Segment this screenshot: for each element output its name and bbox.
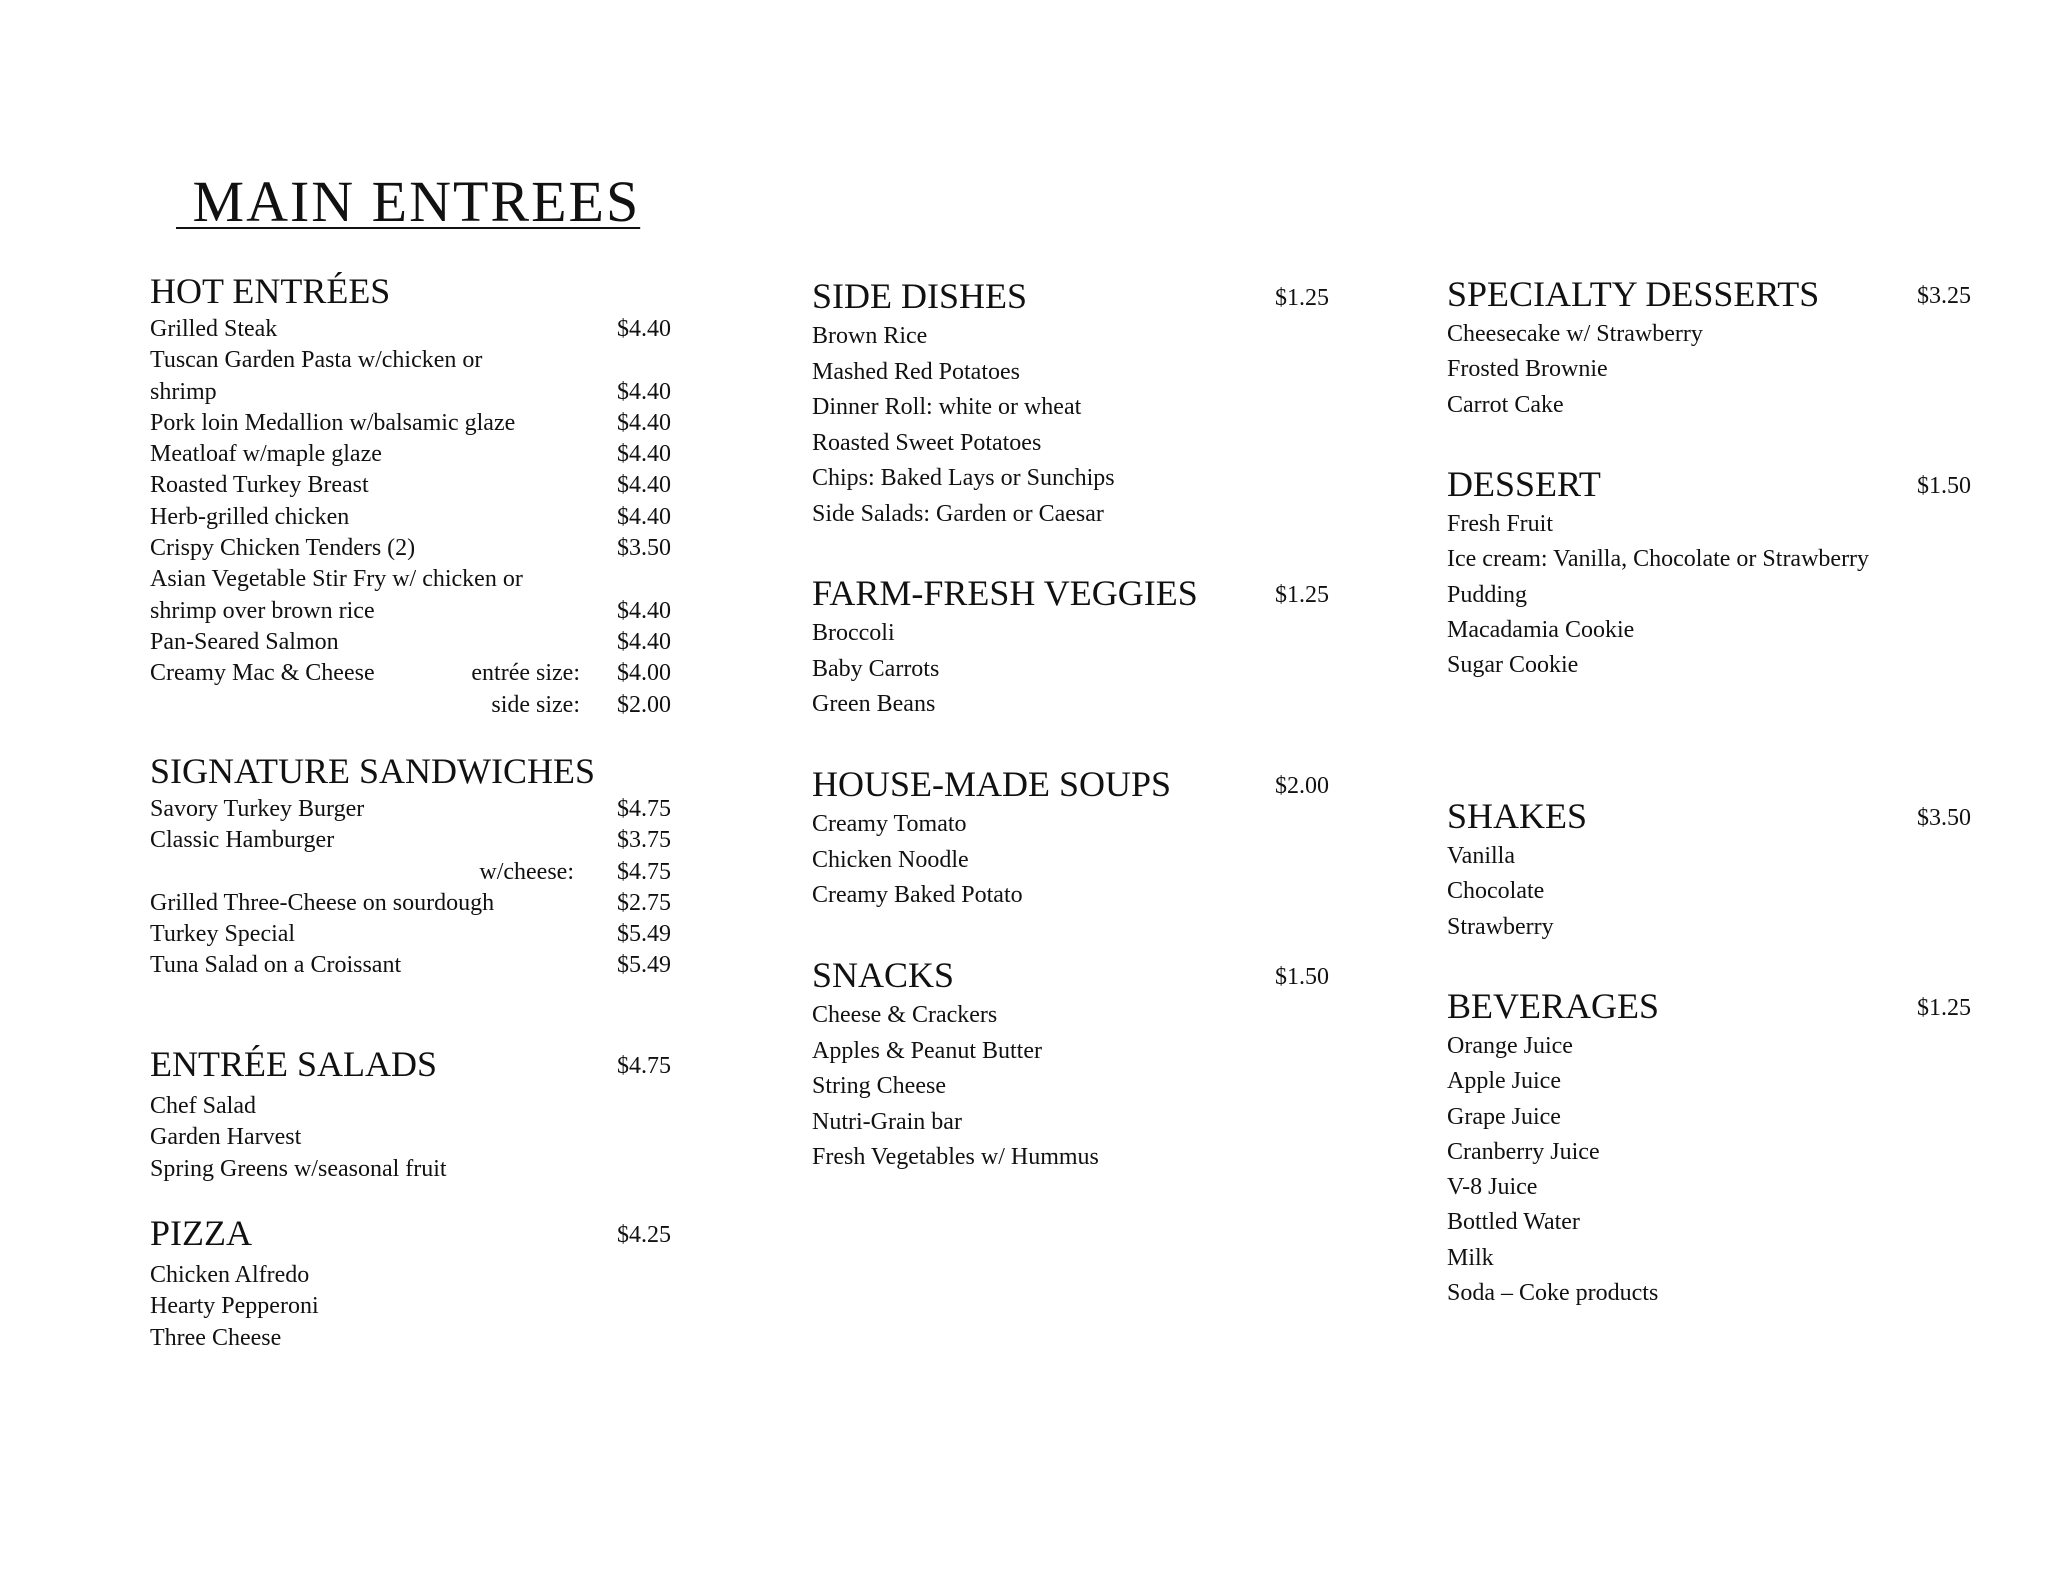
section-header xyxy=(1447,795,1987,843)
section-price: $1.50 xyxy=(1917,473,1971,499)
menu-item-row xyxy=(150,952,690,983)
menu-item: Ice cream: Vanilla, Chocolate or Strawberry xyxy=(1447,546,1870,573)
section-header xyxy=(150,750,690,796)
menu-item: Strawberry xyxy=(1447,913,1554,940)
item-name: Crispy Chicken Tenders (2) xyxy=(150,535,416,562)
item-name: Pan-Seared Salmon xyxy=(150,628,339,655)
section-title: BEVERAGES xyxy=(1447,986,1660,1026)
item-name: Roasted Turkey Breast xyxy=(150,472,369,499)
menu-item-list xyxy=(1447,1033,1987,1315)
item-size-note: entrée size: xyxy=(471,660,580,687)
menu-item: Grape Juice xyxy=(1447,1103,1561,1130)
section-price: $4.25 xyxy=(617,1222,671,1248)
item-price: $4.40 xyxy=(617,316,671,342)
item-name: Herb-grilled chicken xyxy=(150,503,350,530)
item-name: Asian Vegetable Stir Fry w/ chicken or xyxy=(150,566,523,593)
menu-item: Chicken Alfredo xyxy=(150,1262,310,1288)
item-price: $3.75 xyxy=(617,827,671,854)
section-title: FARM-FRESH VEGGIES xyxy=(812,573,1198,613)
item-price: $5.49 xyxy=(617,952,671,979)
section-header xyxy=(1447,273,1987,321)
menu-item-list xyxy=(150,1093,690,1187)
item-name: Creamy Mac & Cheese xyxy=(150,660,375,687)
menu-item: Hearty Pepperoni xyxy=(150,1293,319,1320)
hot-entrees-section xyxy=(150,270,690,723)
menu-item-list xyxy=(1447,511,1987,687)
menu-item: Apples & Peanut Butter xyxy=(812,1037,1042,1064)
menu-item: Chips: Baked Lays or Sunchips xyxy=(812,465,1115,491)
menu-item: Cranberry Juice xyxy=(1447,1138,1600,1165)
pizza-section xyxy=(150,1212,690,1356)
section-header xyxy=(812,954,1342,1002)
section-price: $1.25 xyxy=(1275,285,1329,311)
menu-item: V-8 Juice xyxy=(1447,1174,1538,1201)
menu-item-list xyxy=(812,620,1342,727)
item-price: $4.40 xyxy=(617,472,671,499)
menu-item: Three Cheese xyxy=(150,1324,282,1351)
menu-item: Sugar Cookie xyxy=(1447,652,1579,679)
menu-item: Side Salads: Garden or Caesar xyxy=(812,500,1104,527)
section-price: $4.75 xyxy=(617,1053,671,1079)
menu-item: Nutri-Grain bar xyxy=(812,1108,962,1135)
page-title: MAIN ENTREES xyxy=(176,169,641,234)
menu-item-row xyxy=(150,535,690,566)
farm-fresh-veggies-section xyxy=(812,572,1342,727)
menu-item-row xyxy=(150,410,690,441)
menu-item: Bottled Water xyxy=(1447,1209,1580,1236)
section-title: ENTRÉE SALADS xyxy=(150,1044,437,1084)
menu-item: Dinner Roll: white or wheat xyxy=(812,394,1082,420)
item-name: Pork loin Medallion w/balsamic glaze xyxy=(150,409,516,436)
menu-item: Cheesecake w/ Strawberry xyxy=(1447,321,1703,347)
side-dishes-section xyxy=(812,275,1342,536)
item-name: Meatloaf w/maple glaze xyxy=(150,441,382,468)
menu-item: Frosted Brownie xyxy=(1447,356,1608,383)
section-title: DESSERT xyxy=(1447,464,1601,504)
menu-item-row xyxy=(150,316,690,347)
specialty-desserts-section xyxy=(1447,273,1987,427)
menu-item: Fresh Vegetables w/ Hummus xyxy=(812,1144,1099,1170)
section-title: SHAKES xyxy=(1447,796,1588,836)
menu-item: Fresh Fruit xyxy=(1447,511,1554,537)
dessert-section xyxy=(1447,463,1987,687)
menu-item: Brown Rice xyxy=(812,323,928,349)
section-header xyxy=(150,270,690,316)
item-price: $2.00 xyxy=(617,691,671,718)
menu-item-row xyxy=(150,598,690,629)
menu-item-list xyxy=(1447,843,1987,949)
item-name: Tuna Salad on a Croissant xyxy=(150,952,402,979)
menu-item: Green Beans xyxy=(812,691,936,717)
menu-item-row xyxy=(150,660,690,691)
section-header xyxy=(1447,985,1987,1033)
menu-item-row xyxy=(150,441,690,472)
menu-item: String Cheese xyxy=(812,1073,946,1099)
item-price: $2.75 xyxy=(617,889,671,916)
section-price: $1.50 xyxy=(1275,964,1329,990)
menu-item: Macadamia Cookie xyxy=(1447,616,1635,643)
menu-item-row xyxy=(150,827,690,858)
section-title: HOT ENTRÉES xyxy=(150,271,391,311)
menu-item: Creamy Tomato xyxy=(812,811,967,837)
signature-sandwiches-section xyxy=(150,750,690,984)
item-price: $4.40 xyxy=(617,441,671,468)
item-name: shrimp over brown rice xyxy=(150,597,375,624)
menu-item: Vanilla xyxy=(1447,843,1515,869)
item-size-note: w/cheese: xyxy=(479,858,574,885)
menu-item-row xyxy=(150,890,690,921)
menu-item-row xyxy=(150,921,690,952)
section-header xyxy=(812,572,1342,620)
section-price: $3.50 xyxy=(1917,805,1971,831)
section-title: SNACKS xyxy=(812,955,955,995)
menu-item: Baby Carrots xyxy=(812,655,940,682)
menu-item-row xyxy=(150,504,690,535)
menu-item: Pudding xyxy=(1447,581,1528,608)
menu-item-row xyxy=(150,472,690,503)
section-header xyxy=(150,1043,690,1093)
menu-item-row xyxy=(150,629,690,660)
menu-item: Chicken Noodle xyxy=(812,846,969,873)
item-size-note: side size: xyxy=(491,691,580,718)
item-price: $4.40 xyxy=(617,409,671,436)
menu-item: Chef Salad xyxy=(150,1093,256,1119)
item-name: Turkey Special xyxy=(150,921,296,948)
item-name: Classic Hamburger xyxy=(150,827,335,854)
section-price: $1.25 xyxy=(1917,995,1971,1021)
menu-item-row xyxy=(150,692,690,723)
menu-item-list xyxy=(812,1002,1342,1180)
menu-item: Orange Juice xyxy=(1447,1033,1573,1059)
menu-item: Cheese & Crackers xyxy=(812,1002,998,1028)
menu-item: Milk xyxy=(1447,1244,1494,1271)
item-price: $4.75 xyxy=(617,796,671,822)
menu-item-list xyxy=(1447,321,1987,427)
section-price: $1.25 xyxy=(1275,582,1329,608)
item-price: $4.00 xyxy=(617,660,671,687)
section-title: SPECIALTY DESSERTS xyxy=(1447,274,1820,314)
item-name: shrimp xyxy=(150,378,217,405)
menu-item-list xyxy=(812,323,1342,536)
section-header xyxy=(150,1212,690,1262)
menu-item: Soda – Coke products xyxy=(1447,1280,1659,1307)
menu-item-row xyxy=(150,566,690,597)
section-header xyxy=(812,275,1342,323)
entree-salads-section xyxy=(150,1043,690,1187)
menu-item-row xyxy=(150,796,690,827)
section-header xyxy=(1447,463,1987,511)
menu-item-list xyxy=(812,811,1342,918)
menu-item-row xyxy=(150,347,690,378)
menu-item-list xyxy=(150,796,690,984)
section-header xyxy=(812,763,1342,811)
menu-item-row xyxy=(150,379,690,410)
item-name: Tuscan Garden Pasta w/chicken or xyxy=(150,347,483,374)
snacks-section xyxy=(812,954,1342,1180)
item-price: $4.40 xyxy=(617,597,671,624)
section-title: HOUSE-MADE SOUPS xyxy=(812,764,1172,804)
item-price: $4.40 xyxy=(617,503,671,530)
item-price: $3.50 xyxy=(617,535,671,562)
section-title: SIGNATURE SANDWICHES xyxy=(150,751,596,791)
menu-item: Broccoli xyxy=(812,620,895,646)
shakes-section xyxy=(1447,795,1987,949)
menu-item: Chocolate xyxy=(1447,878,1545,905)
menu-item: Carrot Cake xyxy=(1447,391,1564,418)
house-made-soups-section xyxy=(812,763,1342,918)
item-price: $4.40 xyxy=(617,378,671,405)
section-price: $2.00 xyxy=(1275,773,1329,799)
item-price: $5.49 xyxy=(617,921,671,948)
menu-item: Apple Juice xyxy=(1447,1068,1561,1095)
menu-item: Spring Greens w/seasonal fruit xyxy=(150,1155,447,1182)
item-name: Grilled Three-Cheese on sourdough xyxy=(150,889,495,916)
section-title: PIZZA xyxy=(150,1213,252,1253)
menu-item: Mashed Red Potatoes xyxy=(812,358,1020,385)
menu-item-list xyxy=(150,316,690,723)
menu-item: Garden Harvest xyxy=(150,1124,302,1151)
section-title: SIDE DISHES xyxy=(812,276,1028,316)
menu-item-list xyxy=(150,1262,690,1356)
item-price: $4.40 xyxy=(617,628,671,655)
item-price: $4.75 xyxy=(617,858,671,885)
item-name: Savory Turkey Burger xyxy=(150,796,365,822)
menu-item-row xyxy=(150,859,690,890)
beverages-section xyxy=(1447,985,1987,1315)
section-price: $3.25 xyxy=(1917,283,1971,309)
menu-item: Roasted Sweet Potatoes xyxy=(812,429,1042,456)
menu-item: Creamy Baked Potato xyxy=(812,882,1023,908)
item-name: Grilled Steak xyxy=(150,316,278,342)
